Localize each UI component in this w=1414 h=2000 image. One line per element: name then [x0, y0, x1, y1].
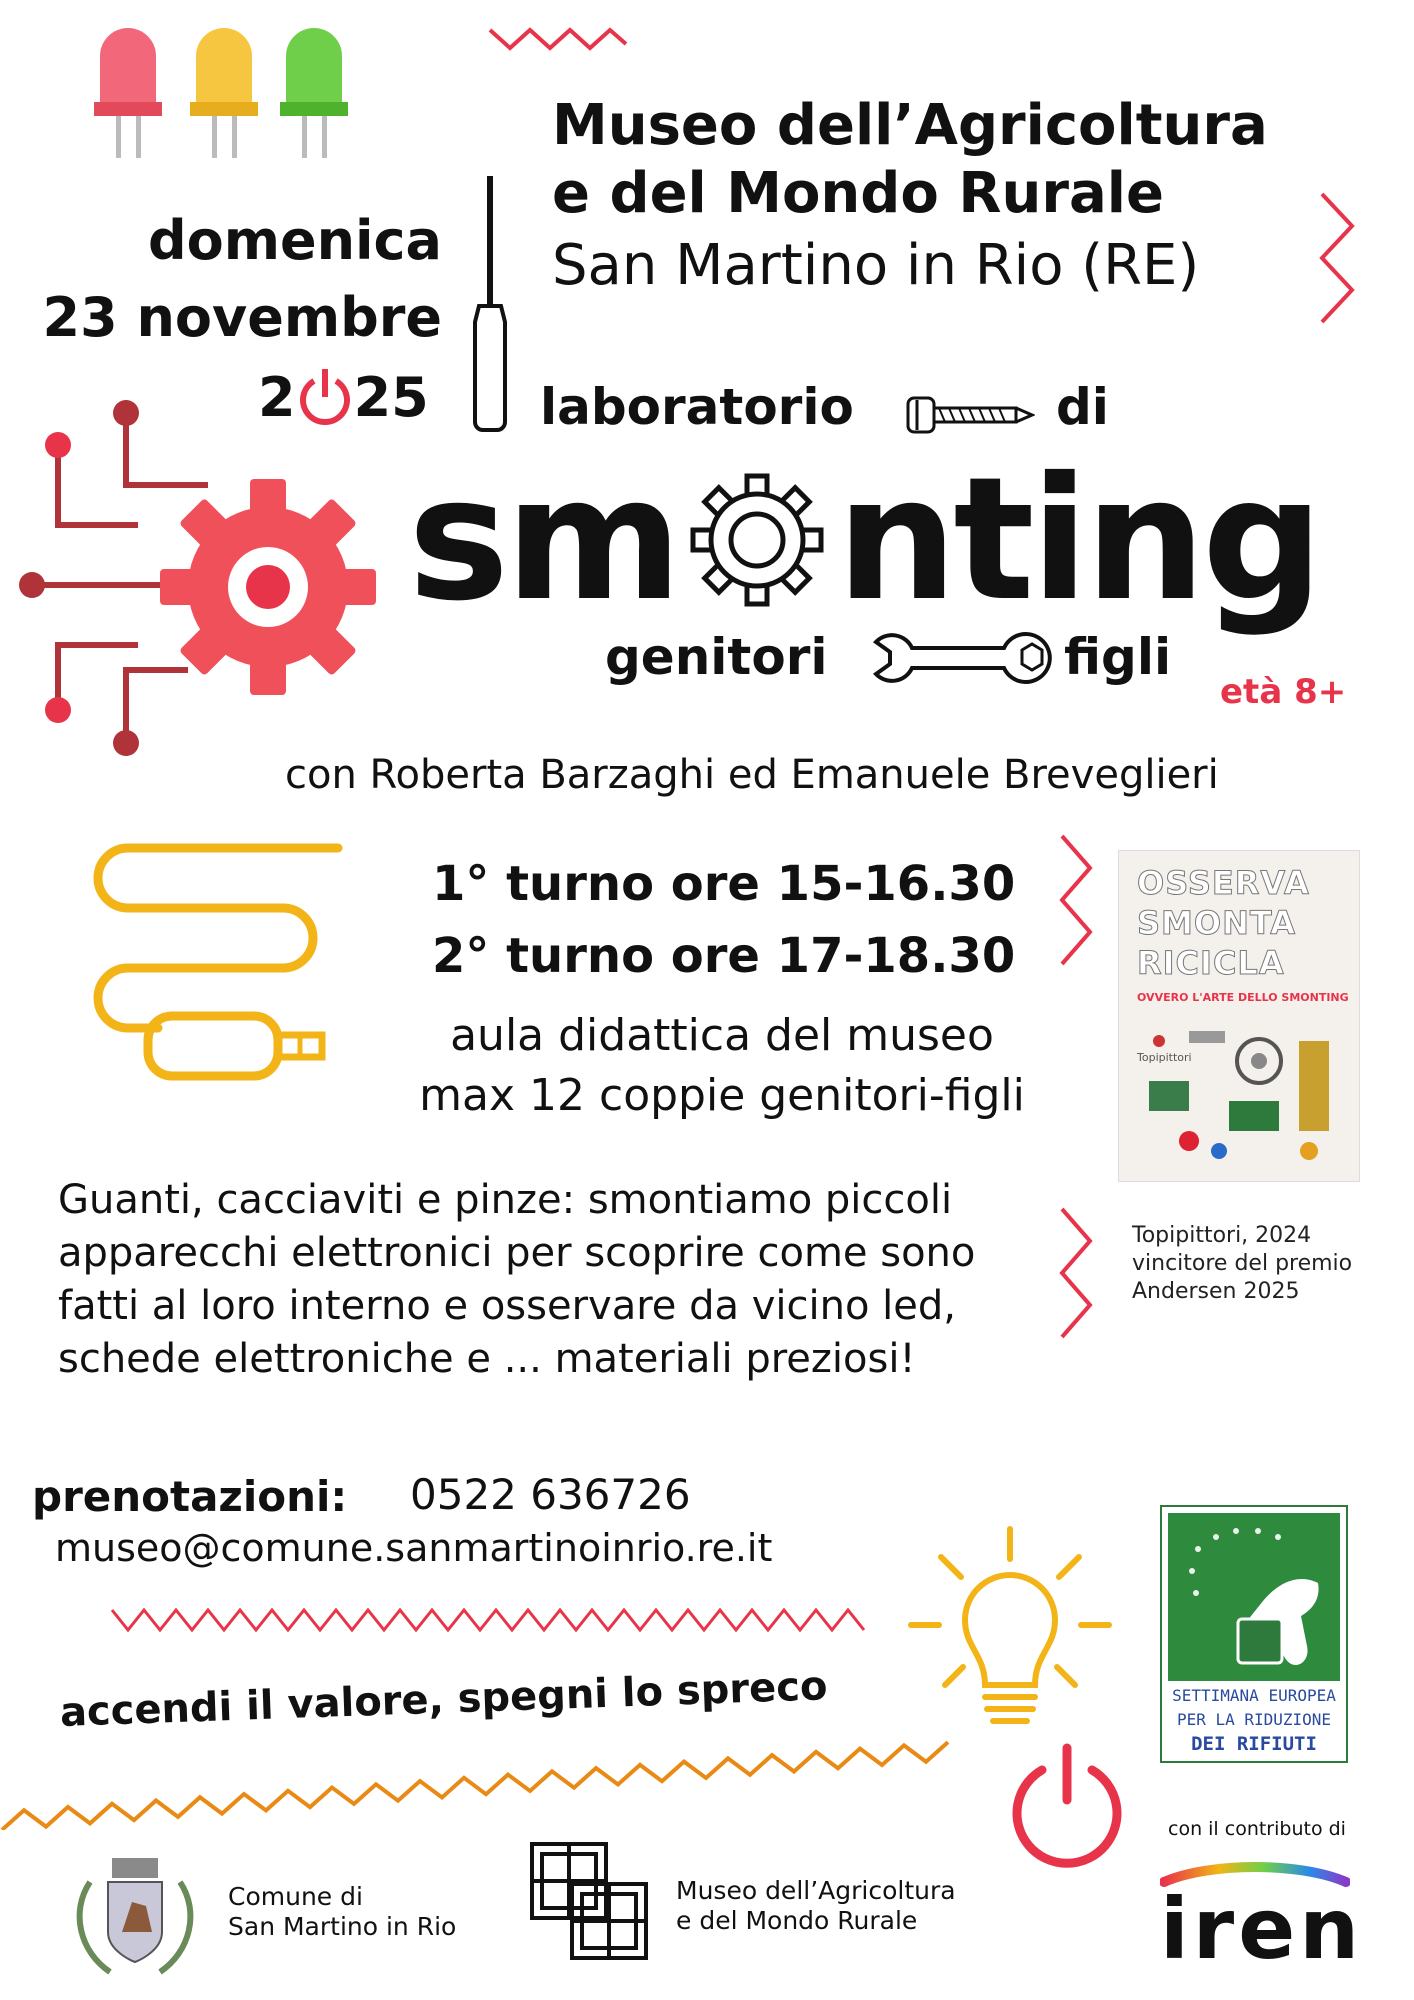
cable-icon — [88, 840, 348, 1090]
smonting-suffix: nting — [836, 441, 1320, 639]
electronic-parts-icon — [1129, 1011, 1349, 1171]
book-cover — [1118, 850, 1360, 1182]
power-icon — [1002, 1740, 1132, 1870]
date-weekday: domenica — [147, 209, 442, 272]
hosts-line: con Roberta Barzaghi ed Emanuele Breveglieri — [285, 752, 1219, 798]
screw-icon — [905, 392, 1035, 438]
slogan: accendi il valore, spegni lo spreco — [59, 1663, 829, 1736]
chevron-zigzag-icon — [1318, 190, 1358, 330]
smonting-prefix: sm — [408, 441, 679, 639]
footer-comune-line1: Comune di — [228, 1882, 363, 1911]
children-label: figli — [1064, 628, 1172, 686]
book-publisher: Topipittori — [1137, 1051, 1192, 1064]
footer-comune-line2: San Martino in Rio — [228, 1912, 457, 1941]
book-subtitle: OVVERO L'ARTE DELLO SMONTING — [1137, 991, 1349, 1004]
turn-2: 2° turno ore 17-18.30 — [432, 928, 1016, 984]
zigzag-icon — [488, 22, 628, 52]
book-caption-2: vincitore del premio — [1132, 1251, 1353, 1276]
parents-label: genitori — [605, 628, 828, 686]
lab-label: laboratorio — [540, 378, 854, 436]
lightbulb-icon — [905, 1525, 1115, 1735]
book-caption-1: Topipittori, 2024 — [1132, 1223, 1312, 1248]
turn-1: 1° turno ore 15-16.30 — [432, 856, 1016, 912]
place: aula didattica del museo — [450, 1010, 994, 1061]
description-line-1: Guanti, cacciaviti e pinze: smontiamo piccoli — [58, 1177, 953, 1223]
smonting-title — [408, 441, 1320, 639]
chevron-zigzag-icon — [1058, 832, 1094, 972]
sponsor-iren-logo: iren — [1160, 1880, 1363, 1978]
led-green-icon — [280, 28, 348, 158]
capacity: max 12 coppie genitori-figli — [419, 1070, 1025, 1121]
description-line-3: fatti al loro interno e osservare da vicino led, — [58, 1283, 956, 1329]
eu-logo-line-2: PER LA RIDUZIONE — [1176, 1710, 1332, 1729]
booking-email[interactable]: museo@comune.sanmartinoinrio.re.it — [55, 1526, 773, 1570]
date-year-suffix: 25 — [353, 366, 429, 429]
date-day-month: 23 novembre — [42, 286, 442, 349]
eu-logo-line-1: SETTIMANA EUROPEA — [1172, 1686, 1336, 1705]
led-yellow-icon — [190, 28, 258, 158]
description-line-4: schede elettroniche e ... materiali preziosi! — [58, 1336, 916, 1382]
sponsor-label: con il contributo di — [1168, 1818, 1346, 1840]
coat-of-arms-icon — [70, 1852, 200, 1980]
zigzag-icon — [110, 1600, 880, 1640]
wrench-icon — [872, 628, 1052, 688]
screwdriver-icon — [470, 172, 510, 442]
booking-label: prenotazioni: — [32, 1472, 348, 1521]
chevron-zigzag-icon — [1058, 1205, 1094, 1345]
museum-title-line2: e del Mondo Rurale — [552, 161, 1164, 226]
eu-logo-line-3: DEI RIFIUTI — [1191, 1733, 1317, 1755]
led-red-icon — [94, 28, 162, 158]
footer-museum-line1: Museo dell’Agricoltura — [676, 1876, 956, 1905]
lab-di: di — [1056, 378, 1109, 436]
date-year-prefix: 2 — [258, 366, 296, 429]
museum-town: San Martino in Rio (RE) — [552, 233, 1200, 298]
eu-logo-graphic — [1168, 1513, 1340, 1681]
book-title-1: OSSERVA — [1137, 864, 1310, 902]
led-icons — [88, 18, 358, 163]
museum-title-line1: Museo dell’Agricoltura — [552, 93, 1268, 158]
museum-logo-icon — [528, 1840, 652, 1964]
booking-phone[interactable]: 0522 636726 — [410, 1470, 691, 1519]
book-caption-3: Andersen 2025 — [1132, 1279, 1300, 1304]
gear-icon — [160, 479, 376, 695]
book-title-3: RICICLA — [1137, 944, 1285, 982]
hand-recycle-icon — [1168, 1513, 1340, 1681]
age-label: età 8+ — [1220, 672, 1347, 712]
description-line-2: apparecchi elettronici per scoprire come sono — [58, 1230, 976, 1276]
footer-museum-line2: e del Mondo Rurale — [676, 1906, 918, 1935]
zigzag-icon — [0, 1730, 960, 1830]
circuit-gear-icon — [18, 395, 378, 765]
gear-o-icon — [682, 465, 832, 615]
book-title-2: SMONTA — [1137, 904, 1296, 942]
eu-waste-week-logo — [1160, 1505, 1348, 1763]
